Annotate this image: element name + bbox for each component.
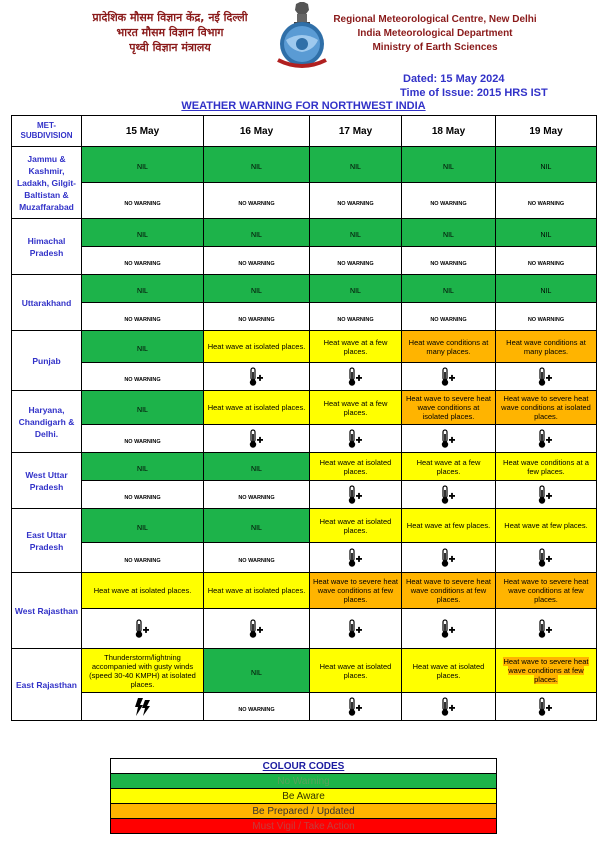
region-himachal-pradesh: Himachal Pradesh: [12, 219, 82, 275]
table-row: [12, 183, 597, 219]
warning-text: Heat wave at isolated places.: [207, 342, 306, 351]
no-warning-text: NO WARNING: [124, 494, 161, 501]
warning-text: Heat wave at a few places.: [416, 457, 481, 476]
dated-text: Dated: 15 May 2024: [403, 73, 505, 85]
nil-text: NIL: [137, 524, 148, 532]
heat-wave-icon: [538, 367, 554, 387]
region-east-rajasthan: East Rajasthan: [12, 649, 82, 721]
date-header-4: 18 May: [402, 116, 496, 147]
heat-wave-icon: [538, 429, 554, 449]
lightning-icon: [133, 697, 153, 717]
heat-wave-icon: [538, 548, 554, 568]
warning-text: Heat wave at isolated places.: [207, 586, 306, 595]
heat-wave-icon: [135, 619, 151, 639]
heat-wave-icon: [348, 697, 364, 717]
no-warning-text: NO WARNING: [238, 706, 275, 713]
nil-text: NIL: [350, 163, 361, 171]
heat-wave-icon: [538, 697, 554, 717]
warning-text: Heat wave at isolated places.: [319, 661, 392, 680]
page-title: WEATHER WARNING FOR NORTHWEST INDIA: [181, 100, 426, 112]
nil-text: NIL: [251, 231, 262, 239]
heat-wave-icon: [441, 619, 457, 639]
warning-text: Heat wave at a few places.: [323, 337, 388, 356]
warning-text: Heat wave to severe heat wave conditions at few places.: [503, 577, 589, 604]
warning-text: Heat wave to severe heat wave conditions at isolated places.: [501, 394, 591, 421]
warning-text: Thunderstorm/lightning accompanied with gusty winds (speed 30-40 KMPH) at isolated places.: [89, 652, 196, 689]
heat-wave-icon: [249, 429, 265, 449]
nil-text: NIL: [137, 163, 148, 171]
no-warning-text: NO WARNING: [238, 557, 275, 564]
region-west-uttar-pradesh: West Uttar Pradesh: [12, 453, 82, 509]
hindi-line-3: पृथ्वी विज्ञान मंत्रालय: [129, 41, 211, 54]
table-row: [12, 331, 597, 363]
warning-text: Heat wave conditions at a few places.: [503, 457, 589, 476]
no-warning-text: NO WARNING: [337, 260, 374, 267]
nil-text: NIL: [137, 231, 148, 239]
table-row: [12, 425, 597, 453]
subdivision-header: MET-SUBDIVISION: [12, 116, 82, 147]
warning-text: Heat wave to severe heat wave conditions at few places.: [312, 577, 399, 604]
no-warning-text: NO WARNING: [430, 200, 467, 207]
date-header-3: 17 May: [310, 116, 402, 147]
no-warning-text: NO WARNING: [124, 557, 161, 564]
table-header-row: [12, 116, 597, 147]
no-warning-text: NO WARNING: [430, 316, 467, 323]
heat-wave-icon: [348, 619, 364, 639]
region-uttarakhand: Uttarakhand: [12, 275, 82, 331]
table-row: [12, 219, 597, 247]
english-line-2: India Meteorological Department: [357, 28, 513, 39]
no-warning-text: NO WARNING: [124, 260, 161, 267]
table-row: [12, 649, 597, 693]
warning-text: Heat wave conditions at many places.: [506, 337, 586, 356]
heat-wave-icon: [348, 485, 364, 505]
warning-text-highlighted: Heat wave to severe heat wave conditions at few places.: [503, 657, 589, 684]
code-no-warning: No Warning: [111, 774, 497, 789]
header-hindi: [60, 10, 280, 55]
table-row: [12, 453, 597, 481]
heat-wave-icon: [441, 485, 457, 505]
heat-wave-icon: [348, 548, 364, 568]
english-line-3: Ministry of Earth Sciences: [372, 42, 498, 53]
warning-text: Heat wave at isolated places.: [207, 403, 306, 412]
warning-text: Heat wave at isolated places.: [319, 516, 392, 535]
nil-text: NIL: [137, 287, 148, 295]
english-line-1: Regional Meteorological Centre, New Delhi: [333, 14, 537, 25]
warning-text: Heat wave to severe heat wave conditions at few places.: [405, 577, 492, 604]
nil-text: NIL: [443, 287, 454, 295]
table-row: [12, 275, 597, 303]
table-row: [12, 363, 597, 391]
table-row: [12, 391, 597, 425]
nil-text: NIL: [540, 231, 552, 239]
nil-text: NIL: [350, 231, 361, 239]
warning-text: Heat wave at isolated places.: [412, 661, 485, 680]
heat-wave-icon: [441, 429, 457, 449]
nil-text: NIL: [540, 163, 552, 171]
no-warning-text: NO WARNING: [238, 494, 275, 501]
warning-table: [11, 115, 597, 721]
table-row: [12, 147, 597, 183]
nil-text: NIL: [251, 163, 262, 171]
nil-text: NIL: [137, 465, 148, 473]
no-warning-text: NO WARNING: [124, 376, 161, 383]
date-header-2: 16 May: [204, 116, 310, 147]
warning-text: Heat wave at a few places.: [323, 398, 388, 417]
nil-text: NIL: [137, 345, 148, 353]
no-warning-text: NO WARNING: [527, 316, 565, 323]
no-warning-text: NO WARNING: [238, 260, 275, 267]
warning-text: Heat wave at few places.: [504, 521, 588, 530]
date-header-5: 19 May: [496, 116, 597, 147]
date-header-1: 15 May: [82, 116, 204, 147]
warning-text: Heat wave at few places.: [406, 521, 491, 530]
heat-wave-icon: [249, 619, 265, 639]
national-emblem-icon: [272, 0, 332, 70]
code-take-action: Must Vigil / Take Action: [111, 819, 497, 834]
no-warning-text: NO WARNING: [238, 316, 275, 323]
heat-wave-icon: [441, 697, 457, 717]
table-row: [12, 609, 597, 649]
colour-codes-legend: [110, 758, 497, 834]
heat-wave-icon: [538, 619, 554, 639]
table-row: [12, 693, 597, 721]
heat-wave-icon: [441, 548, 457, 568]
nil-text: NIL: [251, 465, 262, 473]
no-warning-text: NO WARNING: [430, 260, 467, 267]
no-warning-text: NO WARNING: [124, 200, 161, 207]
no-warning-text: NO WARNING: [124, 316, 161, 323]
table-row: [12, 573, 597, 609]
heat-wave-icon: [441, 367, 457, 387]
nil-text: NIL: [137, 406, 148, 414]
heat-wave-icon: [249, 367, 265, 387]
nil-text: NIL: [251, 287, 262, 295]
table-row: [12, 481, 597, 509]
warning-text: Heat wave at isolated places.: [319, 457, 392, 476]
colour-codes-title: COLOUR CODES: [111, 759, 497, 774]
nil-text: NIL: [443, 163, 454, 171]
hindi-line-1: प्रादेशिक मौसम विज्ञान केंद्र, नई दिल्ली: [92, 11, 248, 24]
time-of-issue-text: Time of Issue: 2015 HRS IST: [400, 87, 548, 99]
heat-wave-icon: [348, 367, 364, 387]
region-haryana-chandigarh-delhi: Haryana, Chandigarh & Delhi.: [12, 391, 82, 453]
no-warning-text: NO WARNING: [238, 200, 275, 207]
nil-text: NIL: [251, 524, 262, 532]
region-punjab: Punjab: [12, 331, 82, 391]
nil-text: NIL: [540, 287, 552, 295]
heat-wave-icon: [538, 485, 554, 505]
nil-text: NIL: [251, 669, 262, 677]
warning-text: Heat wave to severe heat wave conditions at isolated places.: [405, 394, 492, 421]
table-row: [12, 247, 597, 275]
table-row: [12, 509, 597, 543]
no-warning-text: NO WARNING: [527, 200, 565, 207]
table-row: [12, 303, 597, 331]
code-be-prepared: Be Prepared / Updated: [111, 804, 497, 819]
region-west-rajasthan: West Rajasthan: [12, 573, 82, 649]
code-be-aware: Be Aware: [111, 789, 497, 804]
no-warning-text: NO WARNING: [527, 260, 565, 267]
nil-text: NIL: [443, 231, 454, 239]
heat-wave-icon: [348, 429, 364, 449]
table-row: [12, 543, 597, 573]
header-english: [330, 13, 540, 55]
no-warning-text: NO WARNING: [337, 200, 374, 207]
nil-text: NIL: [350, 287, 361, 295]
region-jammu-kashmir: Jammu & Kashmir, Ladakh, Gilgit-Baltistan & Muzaffarabad: [12, 147, 82, 219]
no-warning-text: NO WARNING: [124, 438, 161, 445]
no-warning-text: NO WARNING: [337, 316, 374, 323]
warning-text: Heat wave conditions at many places.: [408, 337, 489, 356]
hindi-line-2: भारत मौसम विज्ञान विभाग: [116, 26, 224, 39]
region-east-uttar-pradesh: East Uttar Pradesh: [12, 509, 82, 573]
warning-text: Heat wave at isolated places.: [93, 586, 192, 595]
